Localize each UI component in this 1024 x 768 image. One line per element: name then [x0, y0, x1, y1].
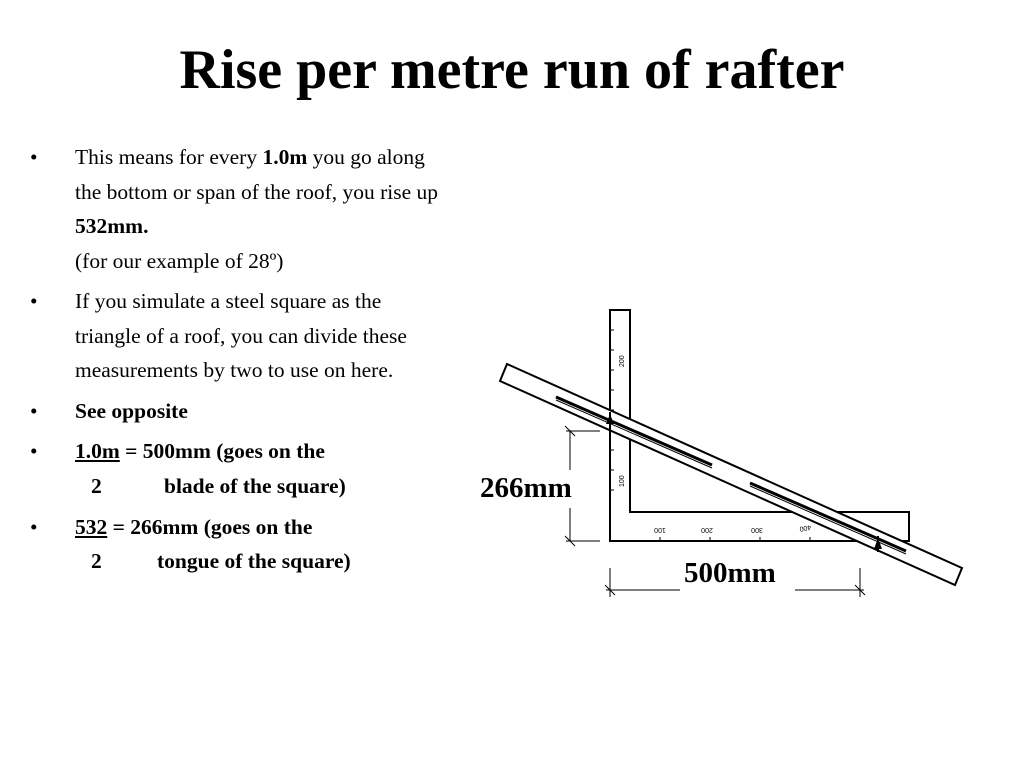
bullet-dot: • [30, 439, 38, 463]
bullet-list [30, 140, 450, 585]
rise-label: 266mm [480, 472, 572, 504]
blade-mark-100: 100 [654, 526, 666, 533]
bullet-5-numerator: 532 [75, 514, 108, 539]
slide-title: Rise per metre run of rafter [179, 39, 845, 101]
bullet-4-continuation [30, 469, 450, 510]
bullet-2 [30, 284, 450, 388]
bullet-4 [30, 434, 450, 469]
bullet-dot: • [30, 289, 38, 313]
bullet-3-text: See opposite [75, 398, 188, 423]
bullet-1-text-b: you go along the bottom or span of the roof, you rise up [75, 145, 439, 204]
bullet-1-note: (for our example of 28º) [75, 248, 284, 273]
tongue-mark-200: 200 [619, 355, 626, 367]
bullet-5 [30, 510, 450, 545]
bullet-1-rise: 532mm. [75, 214, 149, 238]
bullet-dot: • [30, 398, 38, 423]
bullet-dot: • [30, 514, 38, 539]
bullet-3 [30, 394, 450, 429]
bullet-4-denominator: 2 [91, 473, 102, 498]
bullet-dot: • [30, 145, 38, 169]
blade-mark-400: 400 [798, 523, 812, 532]
steel-square [610, 310, 909, 541]
bullet-4-numerator: 1.0m [75, 439, 120, 463]
run-label: 500mm [684, 557, 776, 589]
bullet-5-denominator: 2 [91, 549, 102, 573]
bullet-4-text: = 500mm (goes on the [119, 439, 325, 463]
bullet-4-tail: blade of the square) [164, 473, 346, 498]
bullet-1-distance: 1.0m [262, 145, 308, 169]
blade-mark-200: 200 [701, 526, 713, 533]
bullet-1 [30, 140, 450, 278]
bullet-2-text: If you simulate a steel square as the triangle of a roof, you can divide these measurements by two to use on here. [75, 289, 407, 382]
bullet-5-continuation [30, 544, 450, 585]
bullet-1-text-a: This means for every [75, 145, 263, 169]
bullet-5-text: = 266mm (goes on the [107, 514, 313, 539]
bullet-5-tail: tongue of the square) [157, 549, 351, 573]
blade-mark-300: 300 [751, 526, 763, 533]
tongue-mark-100: 100 [619, 475, 626, 487]
